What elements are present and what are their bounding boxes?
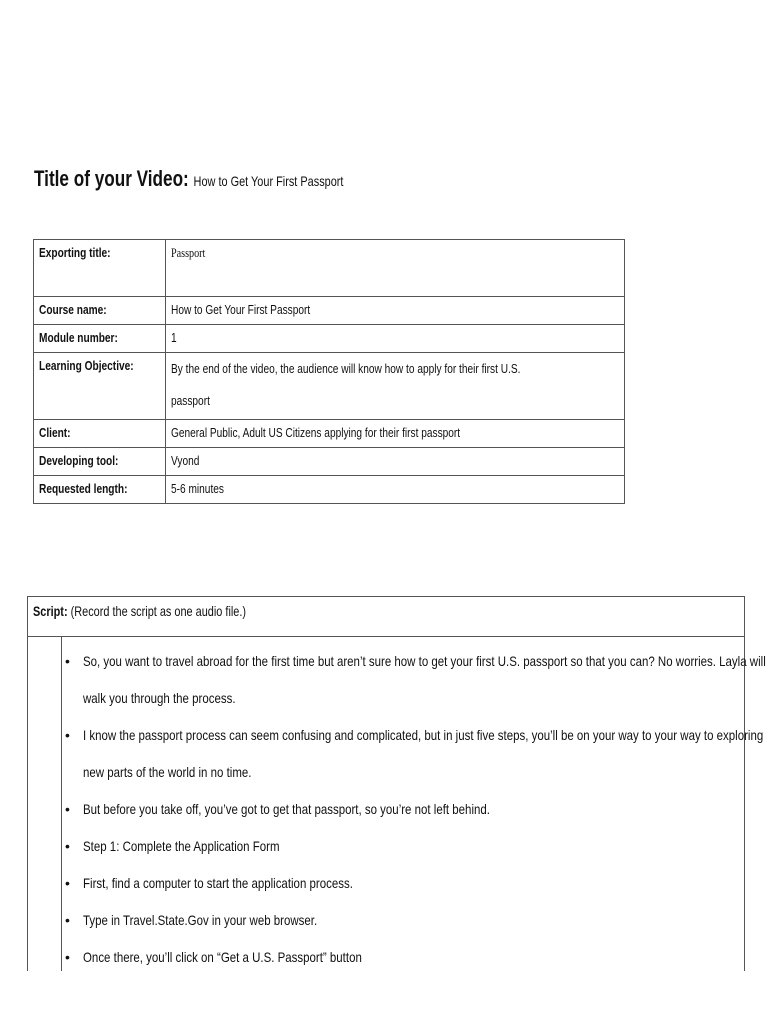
- learning-objective-value: By the end of the video, the audience will know how to apply for their first U.S. passport: [166, 353, 625, 420]
- list-item: [62, 643, 766, 717]
- list-item: [62, 939, 744, 976]
- requested-length-label: Requested length:: [34, 476, 166, 504]
- list-item: [62, 865, 744, 902]
- table-row: [34, 297, 625, 325]
- video-title-value: How to Get Your First Passport: [193, 173, 344, 189]
- exporting-title-label: Exporting title:: [34, 240, 166, 297]
- list-item-text: new parts of the world in no time.: [83, 764, 252, 780]
- table-row: [34, 448, 625, 476]
- script-note: (Record the script as one audio file.): [70, 603, 247, 619]
- script-list: [62, 643, 766, 976]
- list-item: [62, 902, 744, 939]
- script-header-text: [33, 603, 246, 619]
- list-item-text: • So, you want to travel abroad for the first time but aren’t sure how to get your first U.S. passport so that you can? No worries. Layla will: [83, 653, 766, 669]
- video-title-line: [34, 166, 343, 192]
- developing-tool-value: Vyond: [166, 448, 625, 476]
- module-number-label: Module number:: [34, 325, 166, 353]
- client-value: General Public, Adult US Citizens applying for their first passport: [166, 420, 625, 448]
- developing-tool-label: Developing tool:: [34, 448, 166, 476]
- list-item-text: • Step 1: Complete the Application Form: [83, 838, 280, 854]
- course-name-label: Course name:: [34, 297, 166, 325]
- table-row: [34, 240, 625, 297]
- info-table: [33, 239, 625, 504]
- list-item: [62, 791, 744, 828]
- client-label: Client:: [34, 420, 166, 448]
- list-item-text: • But before you take off, you’ve got to get that passport, so you’re not left behind.: [83, 801, 490, 817]
- table-row: [34, 476, 625, 504]
- learning-objective-label: Learning Objective:: [34, 353, 166, 420]
- video-title: [34, 166, 431, 192]
- list-item-text: • I know the passport process can seem confusing and complicated, but in just five steps, you’ll be on your way to your way to exploring: [83, 727, 764, 743]
- script-label: Script:: [33, 603, 68, 619]
- video-title-label: Title of your Video:: [34, 166, 189, 191]
- module-number-value: 1: [166, 325, 625, 353]
- table-row: [34, 420, 625, 448]
- list-item-text: • Type in Travel.State.Gov in your web browser.: [83, 912, 318, 928]
- table-row: [34, 353, 625, 420]
- list-item-text: walk you through the process.: [83, 690, 236, 706]
- list-item-text: • Once there, you’ll click on “Get a U.S. Passport” button: [83, 949, 362, 965]
- list-item-text: • First, find a computer to start the application process.: [83, 875, 353, 891]
- script-body: [61, 637, 766, 971]
- exporting-title-value: Passport: [166, 240, 625, 297]
- table-row: [34, 325, 625, 353]
- script-box: [27, 596, 766, 971]
- list-item: [62, 828, 744, 865]
- script-header: [28, 597, 744, 637]
- list-item: [62, 717, 764, 791]
- requested-length-value: 5-6 minutes: [166, 476, 625, 504]
- course-name-value: How to Get Your First Passport: [166, 297, 625, 325]
